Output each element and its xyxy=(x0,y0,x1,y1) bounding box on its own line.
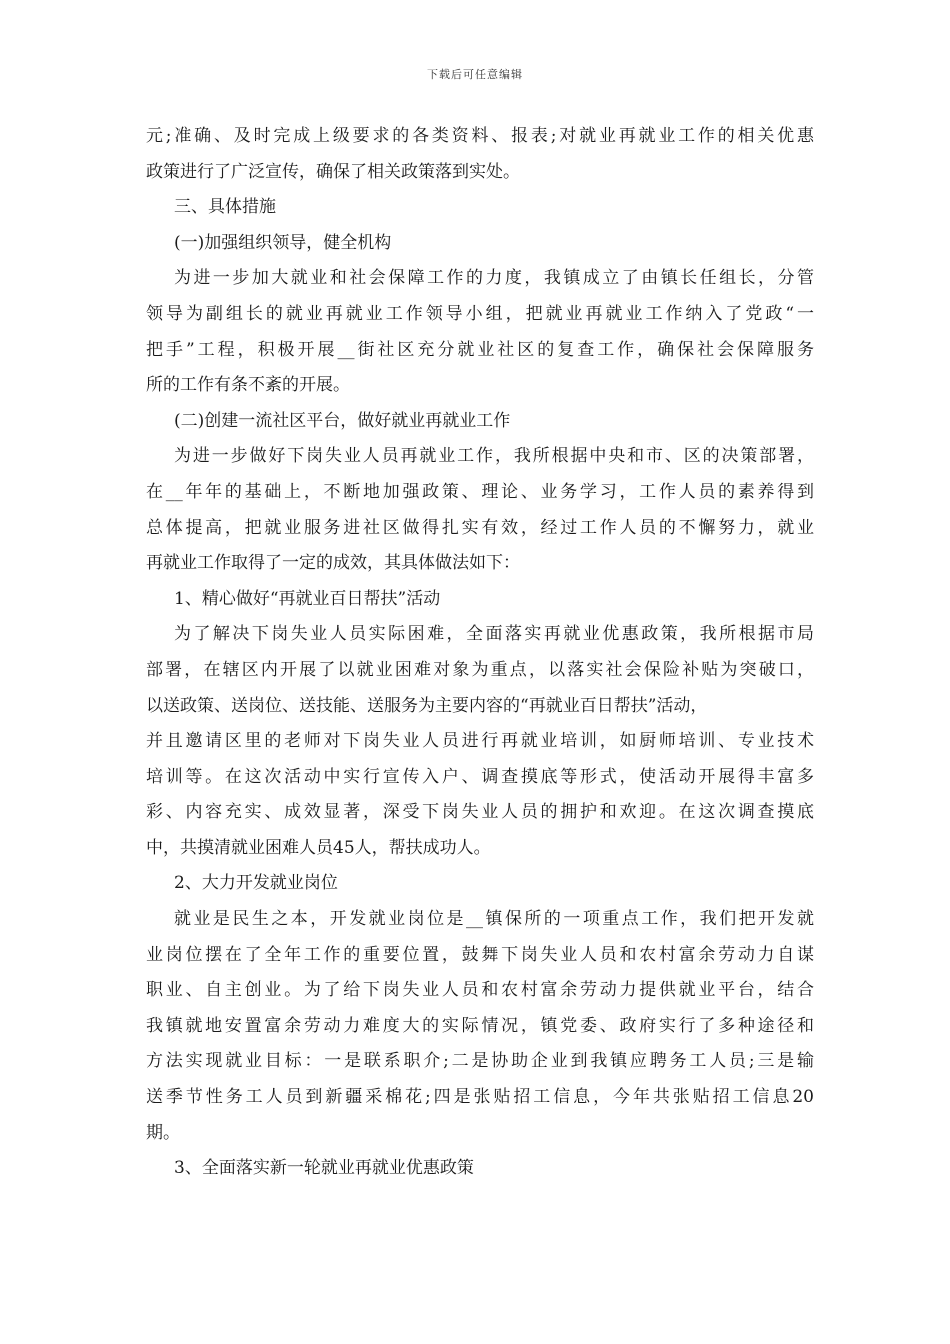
document-body xyxy=(146,119,814,1187)
text-line: 在__年年的基础上，不断地加强政策、理论、业务学习，工作人员的素养得到 xyxy=(146,481,814,502)
text-line: (二)创建一流社区平台，做好就业再就业工作 xyxy=(174,410,511,431)
text-line: 2、大力开发就业岗位 xyxy=(174,873,338,894)
text-line: 送季节性务工人员到新疆采棉花;四是张贴招工信息，今年共张贴招工信息20 xyxy=(146,1087,814,1108)
text-line: 总体提高，把就业服务进社区做得扎实有效，经过工作人员的不懈努力，就业 xyxy=(146,517,814,538)
text-line: 3、全面落实新一轮就业再就业优惠政策 xyxy=(174,1158,474,1179)
text-line: 三、具体措施 xyxy=(174,197,276,218)
text-line: 部署，在辖区内开展了以就业困难对象为重点，以落实社会保险补贴为突破口， xyxy=(146,659,814,680)
text-line: 为了解决下岗失业人员实际困难，全面落实再就业优惠政策，我所根据市局 xyxy=(174,624,814,645)
text-line: 职业、自主创业。为了给下岗失业人员和农村富余劳动力提供就业平台，结合 xyxy=(146,980,814,1001)
text-line: 以送政策、送岗位、送技能、送服务为主要内容的“再就业百日帮扶”活动， xyxy=(146,695,708,716)
text-line: 就业是民生之本，开发就业岗位是__镇保所的一项重点工作，我们把开发就 xyxy=(174,909,814,930)
text-line: 彩、内容充实、成效显著，深受下岗失业人员的拥护和欢迎。在这次调查摸底 xyxy=(146,802,814,823)
text-line: 期。 xyxy=(146,1122,180,1143)
text-line: 并且邀请区里的老师对下岗失业人员进行再就业培训，如厨师培训、专业技术 xyxy=(146,731,814,752)
text-line: (一)加强组织领导，健全机构 xyxy=(174,232,392,253)
text-line: 1、精心做好“再就业百日帮扶”活动 xyxy=(174,588,441,609)
text-line: 把手”工程，积极开展__街社区充分就业社区的复查工作，确保社会保障服务 xyxy=(146,339,814,360)
text-line: 所的工作有条不紊的开展。 xyxy=(146,375,350,396)
text-line: 再就业工作取得了一定的成效，其具体做法如下： xyxy=(146,553,520,574)
text-line: 政策进行了广泛宣传，确保了相关政策落到实处。 xyxy=(146,161,520,182)
text-line: 中，共摸清就业困难人员45人，帮扶成功人。 xyxy=(146,837,491,858)
text-line: 元;准确、及时完成上级要求的各类资料、报表;对就业再就业工作的相关优惠 xyxy=(146,126,814,146)
text-line: 为进一步做好下岗失业人员再就业工作，我所根据中央和市、区的决策部署， xyxy=(174,446,814,467)
text-line: 领导为副组长的就业再就业工作领导小组，把就业再就业工作纳入了党政“一 xyxy=(146,303,814,324)
text-line: 培训等。在这次活动中实行宣传入户、调查摸底等形式，使活动开展得丰富多 xyxy=(146,766,814,787)
text-line: 我镇就地安置富余劳动力难度大的实际情况，镇党委、政府实行了多种途径和 xyxy=(146,1015,814,1036)
text-line: 为进一步加大就业和社会保障工作的力度，我镇成立了由镇长任组长，分管 xyxy=(174,268,814,289)
page-header: 下载后可任意编辑 xyxy=(427,68,523,81)
text-line: 方法实现就业目标：一是联系职介;二是协助企业到我镇应聘务工人员;三是输 xyxy=(146,1051,814,1072)
text-line: 业岗位摆在了全年工作的重要位置，鼓舞下岗失业人员和农村富余劳动力自谋 xyxy=(146,944,814,965)
